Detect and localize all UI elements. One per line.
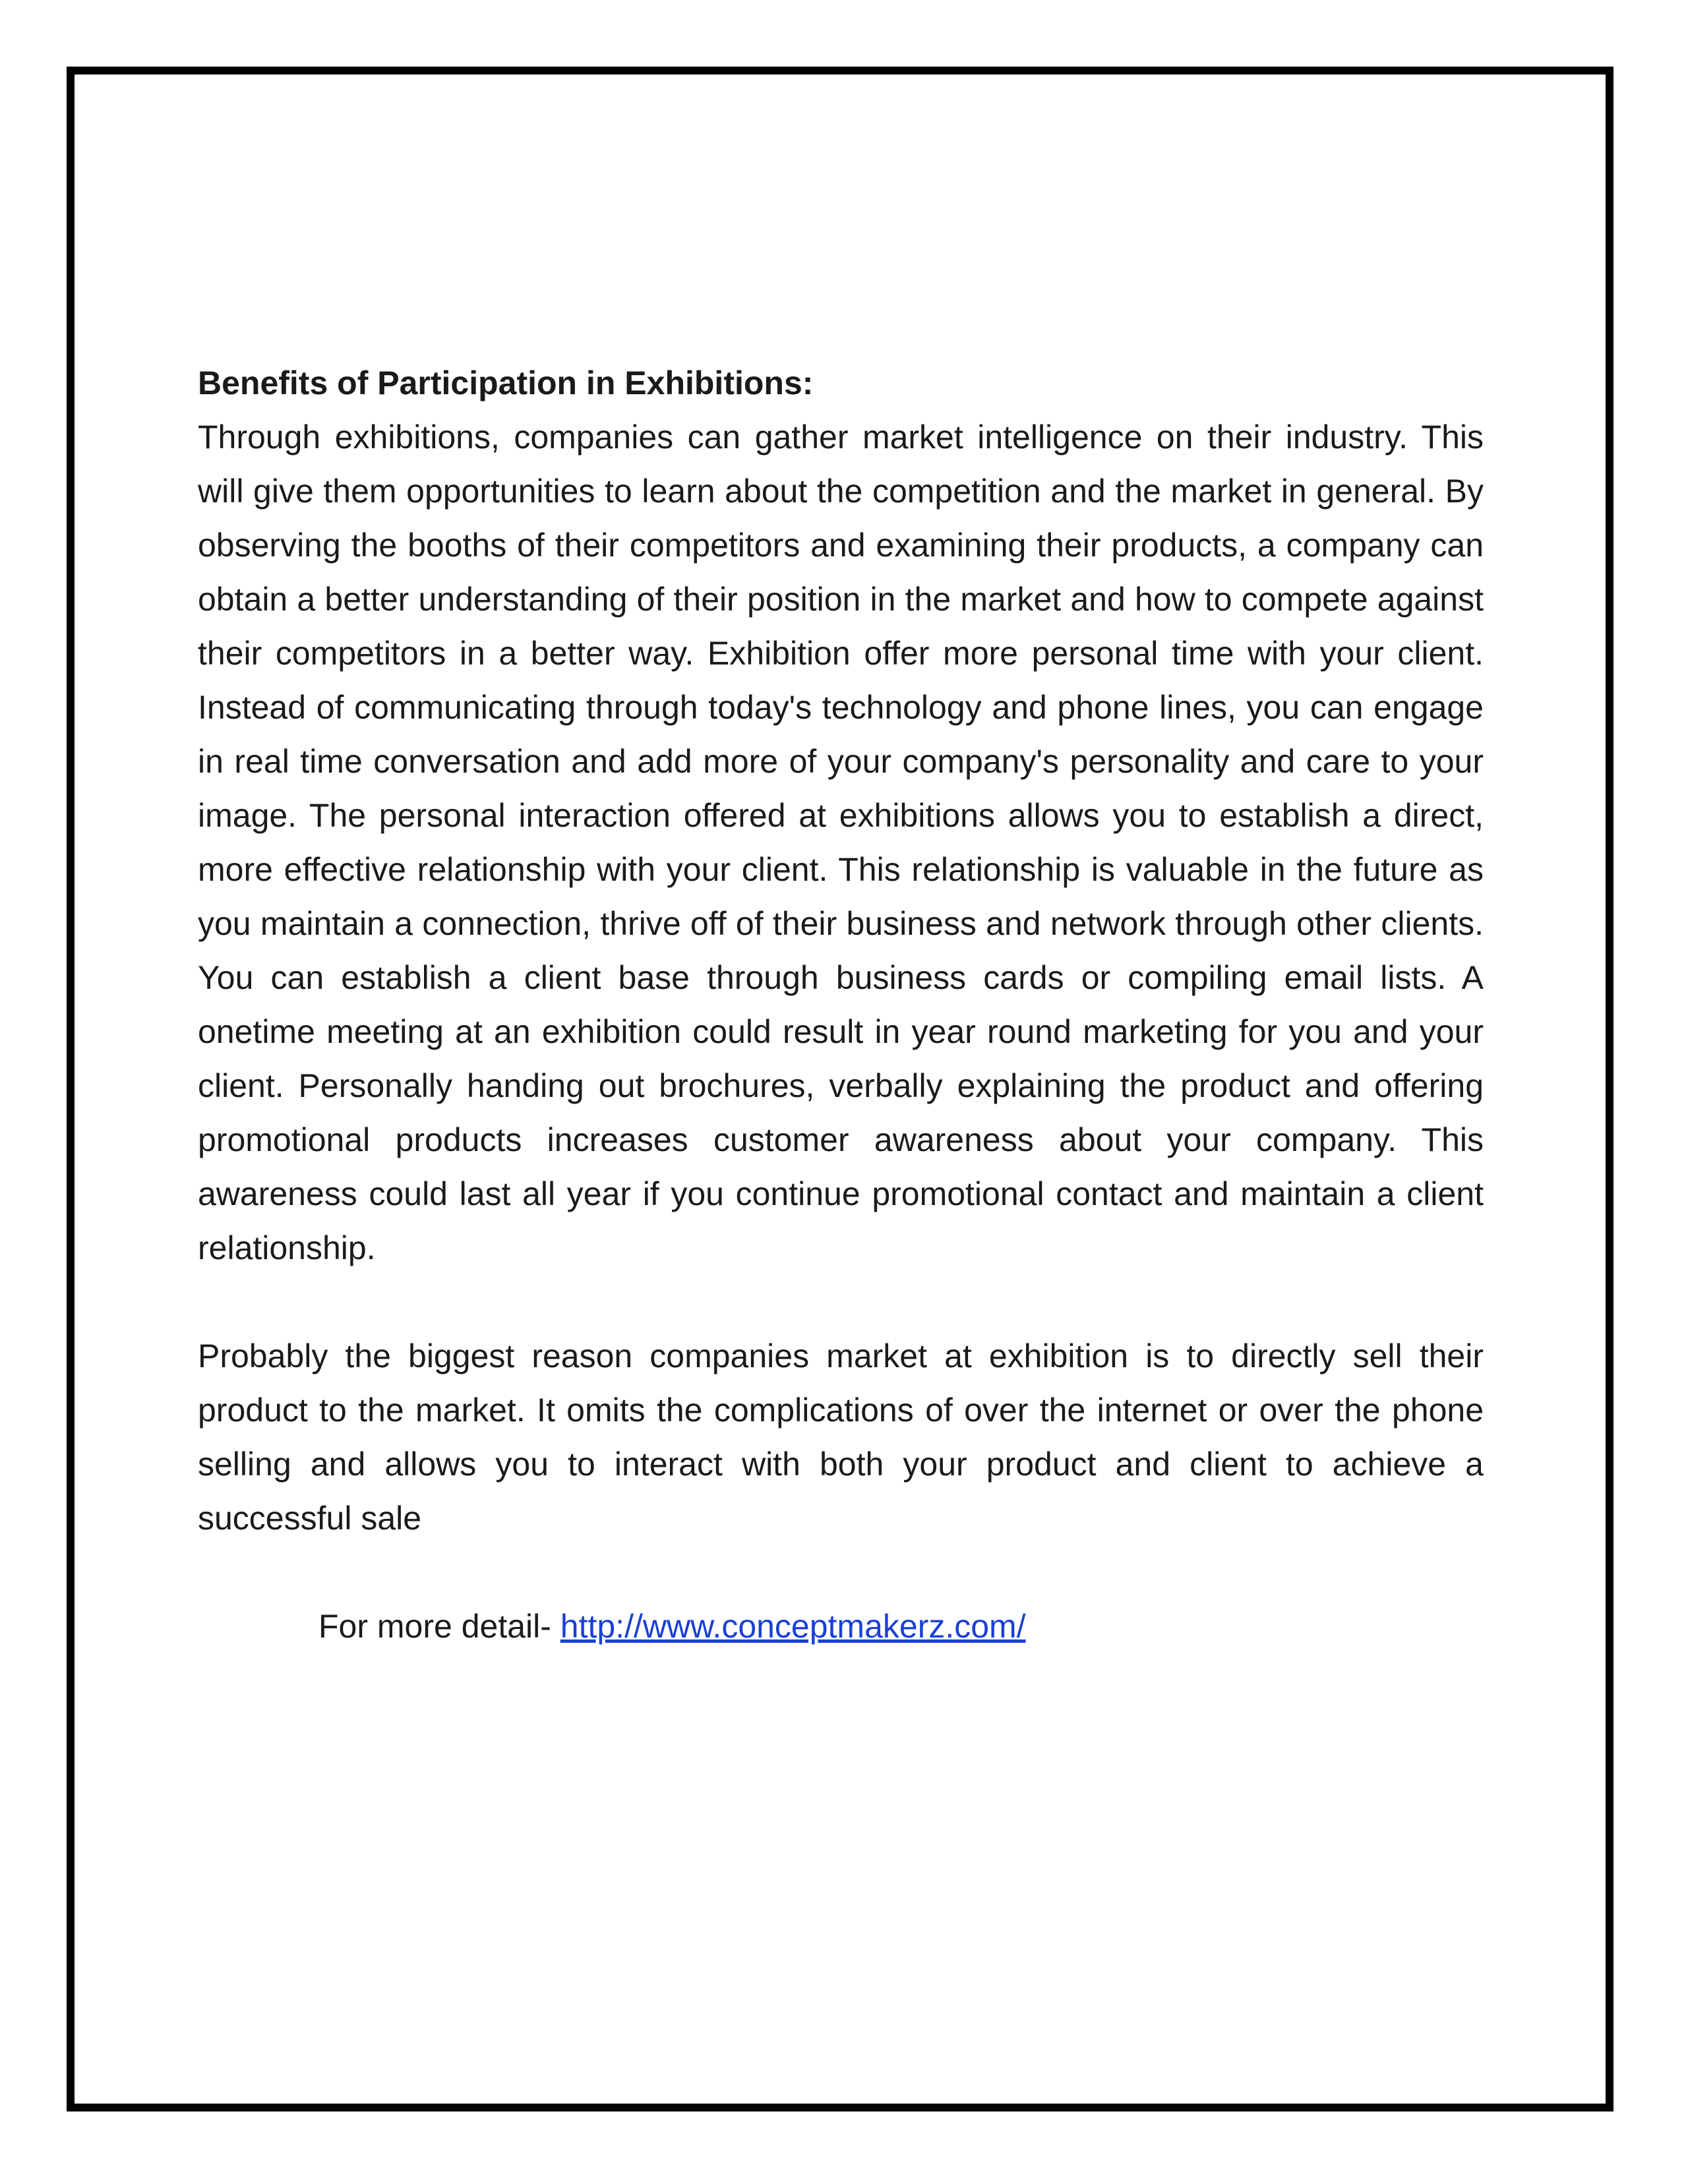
paragraph-spacer bbox=[198, 1275, 1484, 1329]
more-detail-label: For more detail- bbox=[318, 1608, 560, 1645]
website-link[interactable]: http://www.conceptmakerz.com/ bbox=[560, 1608, 1026, 1645]
section-heading: Benefits of Participation in Exhibitions: bbox=[198, 365, 814, 401]
document-body bbox=[198, 356, 1484, 1653]
paragraph-sales: Probably the biggest reason companies market at exhibition is to directly sell their product to the market. It omits the complications of over the internet or over the phone selling and allows you to interact with both your product and client to achieve a successful sale bbox=[198, 1338, 1484, 1537]
paragraph-benefits: Through exhibitions, companies can gather market intelligence on their industry. This will give them opportunities to learn about the competition and the market in general. By observing the booths of their competitors and examining their products, a company can obtain a better understanding of their position in the market and how to compete against their competitors in a better way. Exhibition offer more personal time with your client. Instead of communicating through today's technology and phone lines, you can engage in real time conversation and add more of your company's personality and care to your image. The personal interaction offered at exhibitions allows you to establish a direct, more effective relationship with your client. This relationship is valuable in the future as you maintain a connection, thrive off of their business and network through other clients. You can establish a client base through business cards or compiling email lists. A onetime meeting at an exhibition could result in year round marketing for you and your client. Personally handing out brochures, verbally explaining the product and offering promotional products increases customer awareness about your company. This awareness could last all year if you continue promotional contact and maintain a client relationship. bbox=[198, 419, 1484, 1266]
more-detail-line bbox=[318, 1599, 1484, 1653]
